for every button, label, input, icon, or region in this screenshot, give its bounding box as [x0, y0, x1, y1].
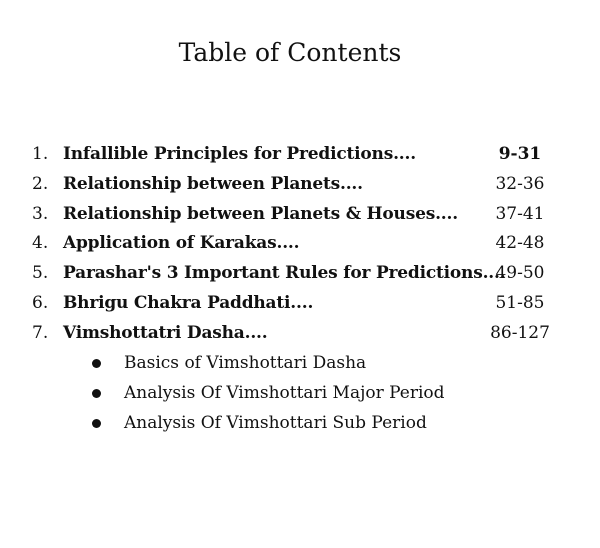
entry-title: Application of Karakas....	[63, 233, 300, 254]
entry-number: 3.	[32, 203, 49, 224]
entry-pages: 32-36	[495, 173, 545, 194]
toc-entry-2	[32, 170, 572, 200]
toc-entry-5	[32, 259, 572, 289]
entry-number: 7.	[32, 322, 49, 343]
entry-pages: 49-50	[495, 263, 545, 284]
entry-title: Relationship between Planets & Houses....	[63, 203, 458, 224]
entry-title: Vimshottatri Dasha....	[63, 322, 268, 343]
toc-entry-3	[32, 200, 572, 230]
subentry-text: Analysis Of Vimshottari Major Period	[124, 383, 445, 403]
entry-pages: 51-85	[495, 292, 545, 313]
toc-entry-6	[32, 289, 572, 319]
toc-entry-1	[32, 140, 572, 170]
toc-entry-7	[32, 319, 572, 349]
entry-number: 4.	[32, 233, 49, 254]
entry-title: Parashar's 3 Important Rules for Predictions....	[63, 263, 506, 284]
entry-number: 5.	[32, 263, 49, 284]
bullet-icon	[92, 359, 101, 368]
entry-number: 1.	[32, 144, 49, 164]
bullet-icon	[92, 389, 101, 398]
entry-title: Relationship between Planets....	[63, 173, 363, 194]
entry-pages: 42-48	[495, 233, 545, 254]
subentry-text: Analysis Of Vimshottari Sub Period	[124, 413, 427, 433]
bullet-icon	[92, 419, 101, 428]
entry-title: Infallible Principles for Predictions....	[63, 144, 416, 164]
entry-pages: 37-41	[495, 203, 545, 224]
entry-pages: 86-127	[490, 322, 550, 343]
entry-title: Bhrigu Chakra Paddhati....	[63, 292, 314, 313]
entry-pages: 9-31	[498, 144, 542, 164]
entry-number: 6.	[32, 292, 49, 313]
subentry-text: Basics of Vimshottari Dasha	[124, 353, 367, 373]
toc-entry-4	[32, 229, 572, 259]
entry-number: 2.	[32, 173, 49, 194]
toc-list	[32, 140, 572, 349]
page-title: Table of Contents	[178, 38, 402, 67]
